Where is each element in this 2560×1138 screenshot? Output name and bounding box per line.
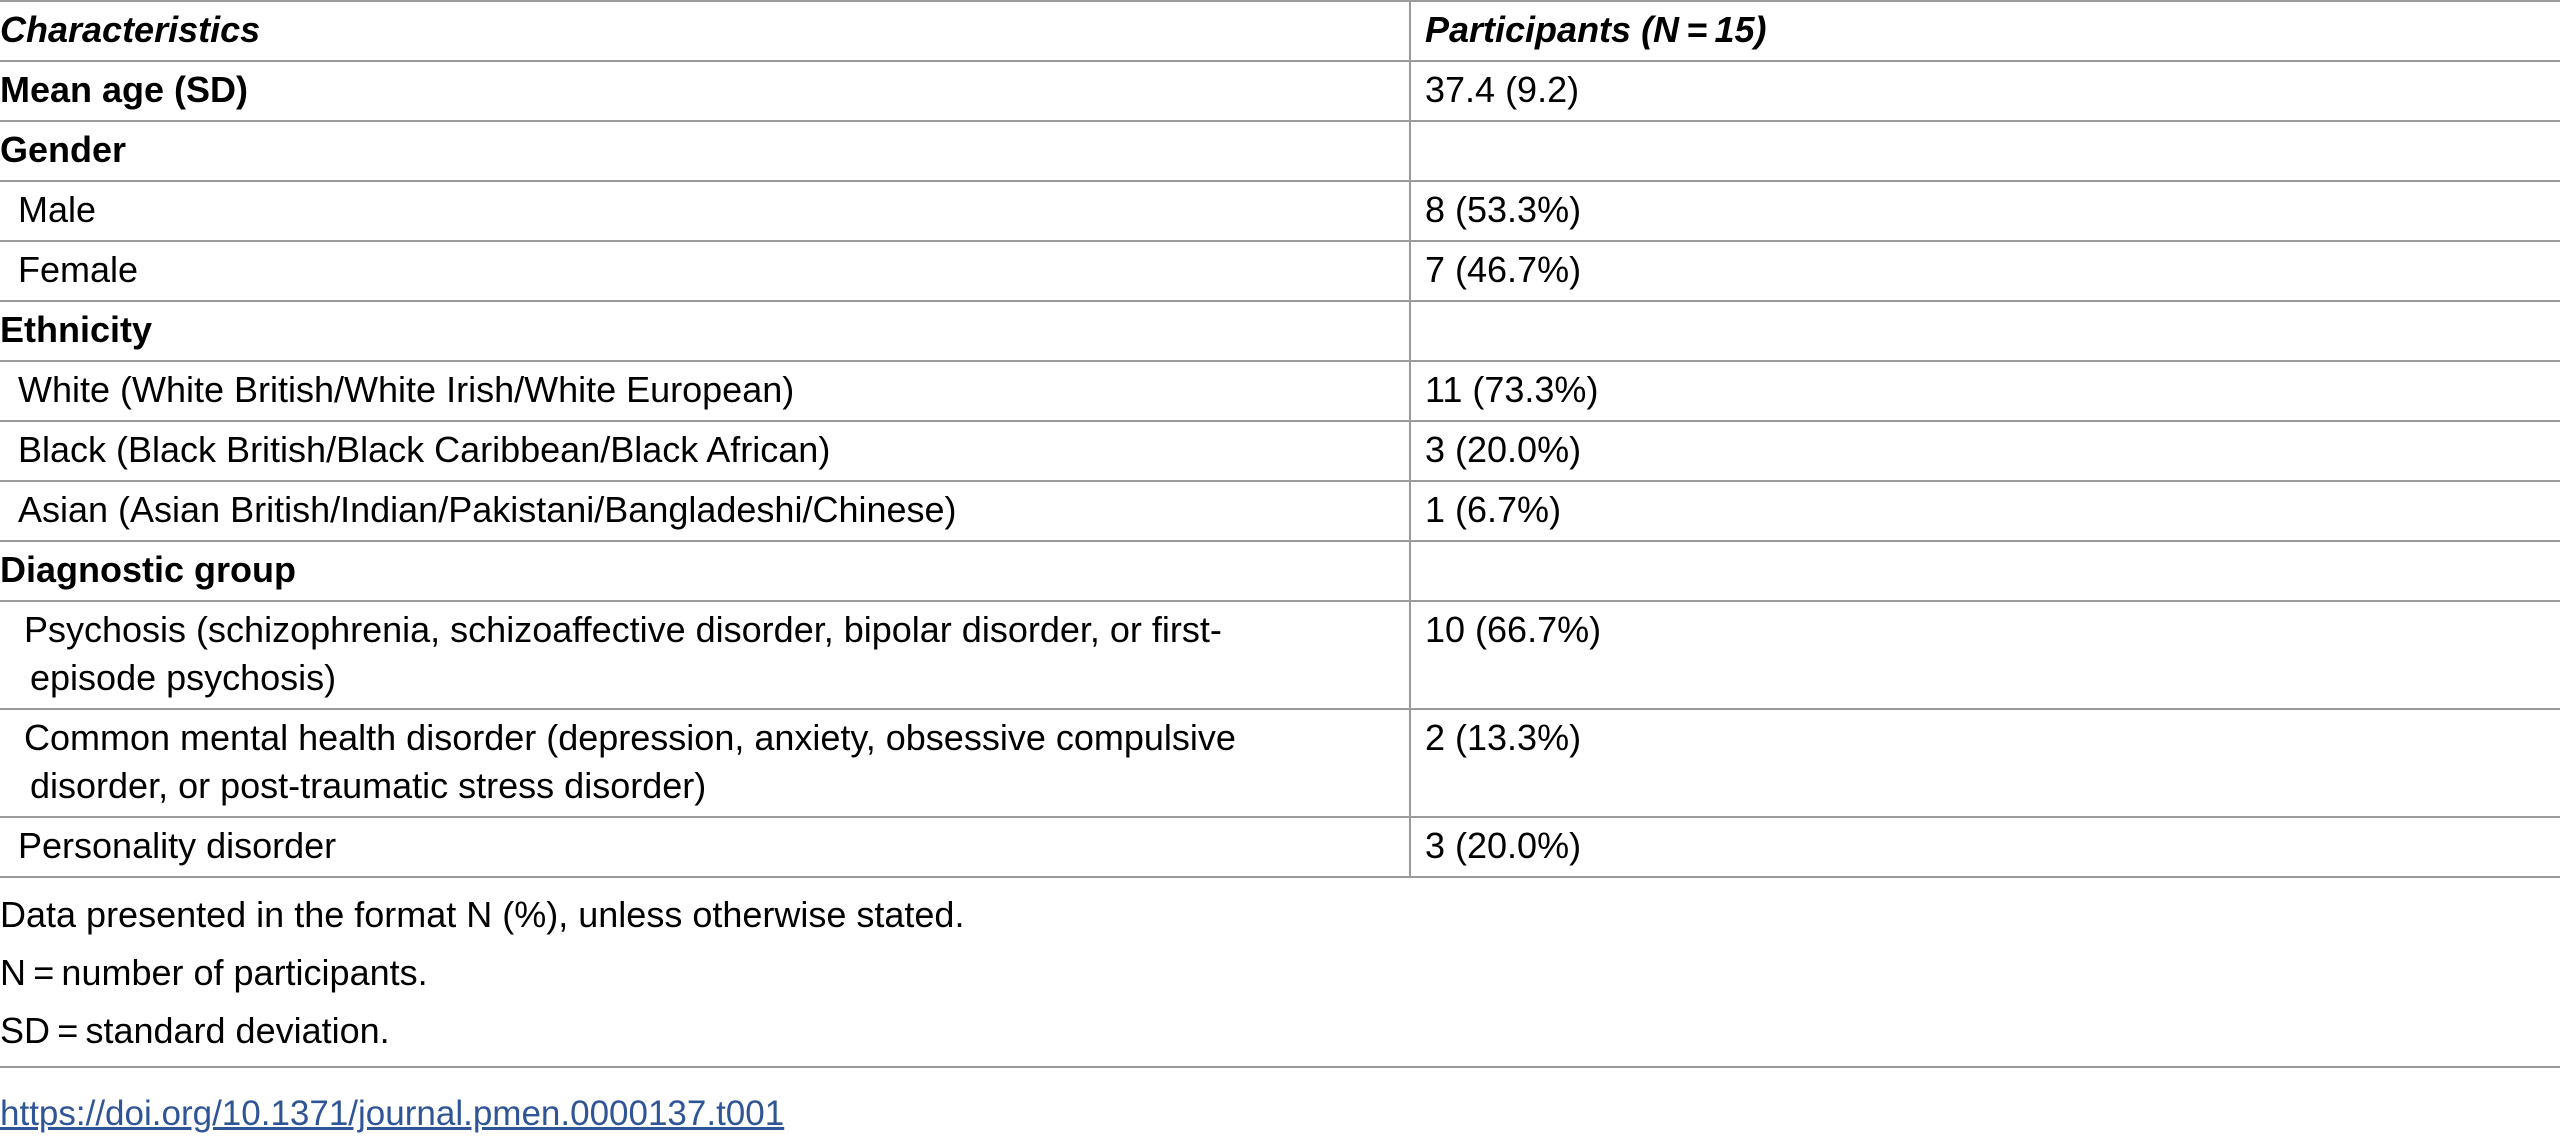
- table-row-white: [0, 361, 2560, 421]
- table-row-diagnostic-group: [0, 541, 2560, 601]
- row-value: 37.4 (9.2): [1410, 61, 2560, 121]
- row-value: 2 (13.3%): [1410, 709, 2560, 817]
- row-label-text: Male: [18, 189, 97, 230]
- table-row-male: [0, 181, 2560, 241]
- table-row-common-mental-health: [0, 709, 2560, 817]
- row-label: [0, 361, 1410, 421]
- row-label-text: Mean age (SD): [0, 69, 249, 110]
- row-label-text: Black (Black British/Black Caribbean/Black African): [18, 429, 831, 470]
- footnote-sd-definition: SD = standard deviation.: [0, 1010, 390, 1051]
- row-label-text: Ethnicity: [0, 309, 153, 350]
- footnote-format: Data presented in the format N (%), unless otherwise stated.: [0, 894, 965, 935]
- row-label-line-2: disorder, or post-traumatic stress disorder): [30, 765, 707, 806]
- row-label: [0, 241, 1410, 301]
- row-value: 7 (46.7%): [1410, 241, 2560, 301]
- row-value: 3 (20.0%): [1410, 421, 2560, 481]
- row-label-text: Personality disorder: [18, 825, 337, 866]
- row-label: [0, 481, 1410, 541]
- row-label: [0, 181, 1410, 241]
- row-label-text: [0, 714, 1409, 810]
- row-label-text: Diagnostic group: [0, 549, 296, 590]
- row-value: 1 (6.7%): [1410, 481, 2560, 541]
- row-label-text: [0, 606, 1409, 702]
- row-label: [0, 709, 1410, 817]
- table-footnotes: [0, 886, 2560, 1060]
- table-row-mean-age: [0, 61, 2560, 121]
- row-label-text: Gender: [0, 129, 127, 170]
- table-row-personality-disorder: [0, 817, 2560, 877]
- table-row-psychosis: [0, 601, 2560, 709]
- row-label: [0, 301, 1410, 361]
- table-row-gender: [0, 121, 2560, 181]
- row-value: [1410, 121, 2560, 181]
- row-value: [1410, 541, 2560, 601]
- row-value: 11 (73.3%): [1410, 361, 2560, 421]
- row-label: [0, 601, 1410, 709]
- doi-link[interactable]: https://doi.org/10.1371/journal.pmen.0000137.t001: [0, 1094, 785, 1133]
- row-label: [0, 421, 1410, 481]
- row-value: 10 (66.7%): [1410, 601, 2560, 709]
- row-label: [0, 61, 1410, 121]
- row-label-text: Female: [18, 249, 139, 290]
- row-label: [0, 541, 1410, 601]
- row-value: 3 (20.0%): [1410, 817, 2560, 877]
- row-label-line-1: Common mental health disorder (depression, anxiety, obsessive compulsive: [24, 717, 1236, 758]
- row-value: 8 (53.3%): [1410, 181, 2560, 241]
- row-label-line-1: Psychosis (schizophrenia, schizoaffective disorder, bipolar disorder, or first-: [24, 609, 1222, 650]
- header-characteristics: Characteristics: [0, 1, 1410, 61]
- footer-divider: [0, 1066, 2560, 1068]
- row-label-line-2: episode psychosis): [30, 657, 337, 698]
- row-label-text: Asian (Asian British/Indian/Pakistani/Bangladeshi/Chinese): [18, 489, 957, 530]
- table-row-ethnicity: [0, 301, 2560, 361]
- header-participants: Participants (N = 15): [1410, 1, 2560, 61]
- row-label-text: White (White British/White Irish/White European): [18, 369, 795, 410]
- footnote-n-definition: N = number of participants.: [0, 952, 428, 993]
- row-label: [0, 817, 1410, 877]
- table-header-row: [0, 1, 2560, 61]
- table-row-asian: [0, 481, 2560, 541]
- row-label: [0, 121, 1410, 181]
- table-row-female: [0, 241, 2560, 301]
- row-value: [1410, 301, 2560, 361]
- table-row-black: [0, 421, 2560, 481]
